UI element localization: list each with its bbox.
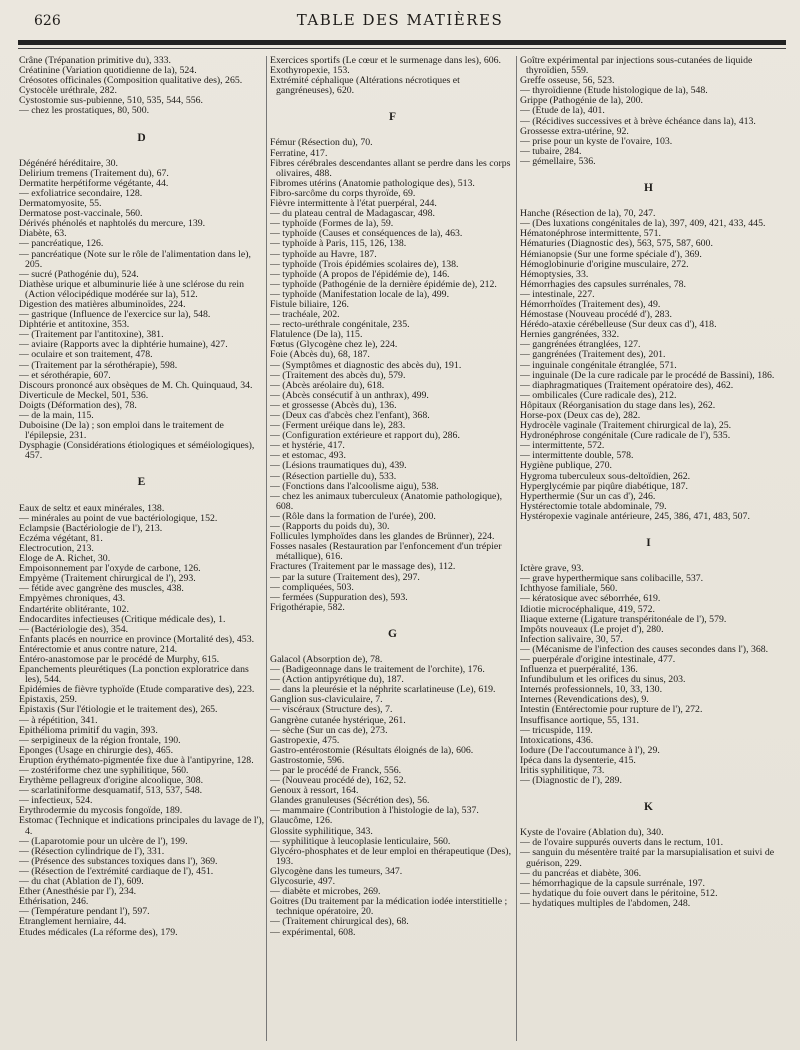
- index-entry: Dermatose post-vaccinale, 560.: [19, 208, 143, 220]
- index-entry: Hémostase (Nouveau procédé d'), 283.: [520, 309, 672, 321]
- index-entry: — hydatique du foie ouvert dans le péritoine, 512.: [520, 887, 718, 899]
- index-entry: Electrocution, 213.: [19, 542, 94, 554]
- page-number: 626: [34, 13, 61, 29]
- index-entry: — tubaire, 284.: [520, 145, 582, 157]
- index-entry: Créosotes officinales (Composition qualitative des), 265.: [19, 75, 243, 87]
- index-entry: Flatulence (De la), 115.: [270, 329, 363, 341]
- index-entry: — fétide avec gangrène des muscles, 438.: [19, 583, 184, 595]
- index-entry: — (Rapports du poids du), 30.: [270, 521, 390, 533]
- index-column-2: [270, 56, 516, 1041]
- index-entry: Epithélioma primitif du vagin, 393.: [19, 724, 158, 736]
- index-entry: — (Traitement chirurgical des), 68.: [270, 916, 409, 928]
- index-entry: Endartérite oblitérante, 102.: [19, 603, 129, 615]
- index-entry: Hydrocèle vaginale (Traitement chirurgical de la), 25.: [520, 420, 732, 432]
- index-entry: Gastro-entérostomie (Résultats éloignés de la), 606.: [270, 744, 474, 756]
- index-entry: — typhoïde au Havre, 187.: [270, 248, 377, 260]
- index-entry: Infundibulum et les orifices du sinus, 203.: [520, 674, 686, 686]
- index-entry: Glycosurie, 497.: [270, 876, 336, 888]
- index-entry: Hernies gangrénées, 332.: [520, 329, 620, 341]
- index-entry: Créatinine (Variation quotidienne de la), 524.: [19, 65, 197, 77]
- index-entry: Erythème pellagreux d'origine alcoolique, 308.: [19, 775, 204, 787]
- index-entry: — fermées (Suppuration des), 593.: [270, 591, 408, 603]
- index-entry: — thyroïdienne (Etude histologique de la), 548.: [520, 85, 708, 97]
- index-entry: Estomac (Technique et indications principales du lavage de l'), 4.: [19, 815, 265, 837]
- index-entry: Iodure (De l'accoutumance à l'), 29.: [520, 744, 660, 756]
- index-entry: Hygiène publique, 270.: [520, 460, 612, 472]
- index-entry: Ipéca dans la dysenterie, 415.: [520, 754, 636, 766]
- index-entry: — intermittente double, 578.: [520, 450, 634, 462]
- index-entry: — (Badigeonnage dans le traitement de l'orchite), 176.: [270, 664, 485, 676]
- index-entry: Frigothérapie, 582.: [270, 601, 345, 613]
- index-entry: Horse-pox (Deux cas de), 282.: [520, 410, 641, 421]
- index-entry: — minérales au point de vue bactériologique, 152.: [19, 512, 218, 524]
- index-entry: Dermatomyosite, 55.: [19, 198, 102, 210]
- index-entry: Follicules lymphoïdes dans les glandes de Brünner), 224.: [270, 531, 495, 543]
- index-entry: Iritis syphilitique, 73.: [520, 765, 605, 776]
- index-entry: Hyperglycémie par piqûre diabétique, 187.: [520, 480, 688, 492]
- index-entry: — (Résection cylindrique de l'), 331.: [19, 845, 165, 857]
- index-entry: — par la suture (Traitement des), 297.: [270, 571, 420, 583]
- index-entry: Iliaque externe (Ligature transpéritonéale de l'), 579.: [520, 613, 727, 625]
- index-entry: Goitres (Du traitement par la médication iodée interstitielle ; technique opératoire, 20.: [270, 896, 508, 918]
- index-entry: Gastrostomie, 596.: [270, 754, 345, 766]
- index-entry: Influenza et puerpéralité, 136.: [520, 664, 638, 676]
- index-entry: — et hystérie, 417.: [270, 440, 345, 452]
- index-entry: Hématonéphrose intermittente, 571.: [520, 228, 661, 240]
- index-entry: Ether (Anesthésie par l'), 234.: [19, 886, 137, 898]
- index-entry: Etudes médicales (La réforme des), 179.: [19, 926, 178, 938]
- column-divider: [266, 56, 267, 1041]
- index-entry: Dysphagie (Considérations étiologiques et séméiologiques), 457.: [19, 440, 255, 462]
- index-entry: — et grossesse (Abcès du), 136.: [270, 399, 397, 411]
- index-entry: — par le procédé de Franck, 556.: [270, 765, 402, 776]
- index-entry: — inguinale (De la cure radicale par le procédé de Bassini), 186.: [520, 369, 775, 381]
- index-entry: — (Abcès aréolaire du), 618.: [270, 379, 385, 391]
- index-entry: — diaphragmatiques (Traitement opératoire des), 462.: [520, 379, 734, 391]
- index-entry: Fractures (Traitement par le massage des), 112.: [270, 561, 456, 573]
- index-entry: Ictère grave, 93.: [520, 563, 584, 575]
- index-entry: Genoux à ressort, 164.: [270, 785, 359, 797]
- index-entry: — compliquées, 503.: [270, 581, 354, 593]
- index-entry: Ferratine, 417.: [270, 147, 328, 159]
- index-entry: — mammaire (Contribution à l'histologie de la), 537.: [270, 805, 479, 817]
- index-entry: — et estomac, 493.: [270, 450, 346, 462]
- index-entry: Grossesse extra-utérine, 92.: [520, 125, 629, 137]
- index-entry: — (Fonctions dans l'alcoolisme aigu), 538.: [270, 480, 439, 492]
- index-entry: — zostériforme chez une syphilitique, 560.: [19, 765, 189, 776]
- index-entry: — exfoliatrice secondaire, 128.: [19, 187, 143, 199]
- index-entry: — typhoïde (A propos de l'épidémie de), 146.: [270, 268, 450, 280]
- section-letter-f: F: [388, 111, 398, 124]
- index-entry: Hématuries (Diagnostic des), 563, 575, 587, 600.: [520, 238, 713, 250]
- index-entry: Glaucôme, 126.: [270, 815, 333, 827]
- index-entry: — intestinale, 227.: [520, 288, 595, 300]
- index-entry: Hémorrhagies des capsules surrénales, 78.: [520, 278, 686, 290]
- index-entry: Discours prononcé aux obsèques de M. Ch. Quinquaud, 34.: [19, 379, 253, 391]
- index-entry: Fosses nasales (Restauration par l'enfoncement d'un trépier métallique), 616.: [270, 541, 502, 563]
- index-entry: — (Récidives successives et à brève échéance dans la), 413.: [520, 115, 756, 127]
- index-entry: Eaux de seltz et eaux minérales, 138.: [19, 502, 165, 514]
- index-entry: — sucré (Pathogénie du), 524.: [19, 268, 139, 280]
- index-entry: — sanguin du mésentère traité par la marsupialisation et suivi de guérison, 229.: [520, 847, 775, 869]
- index-entry: Hystérectomie totale abdominale, 79.: [520, 500, 667, 512]
- index-entry: — (Température pendant l'), 597.: [19, 906, 150, 918]
- index-entry: — de la main, 115.: [19, 410, 94, 421]
- index-entry: Internes (Revendications des), 9.: [520, 694, 649, 706]
- index-entry: Hémorrhoïdes (Traitement des), 49.: [520, 298, 661, 310]
- index-entry: Fibro-sarcôme du corps thyroïde, 69.: [270, 187, 416, 199]
- index-entry: — et sérothérapie, 607.: [19, 369, 111, 381]
- index-entry: — (Présence des substances toxiques dans l'), 369.: [19, 855, 218, 867]
- index-entry: Epistaxis (Sur l'étiologie et le traitement des), 265.: [19, 704, 218, 716]
- index-entry: Extrémité céphalique (Altérations nécrotiques et gangréneuses), 620.: [270, 75, 460, 97]
- index-entry: — (Bactériologie des), 354.: [19, 623, 129, 635]
- index-entry: Fièvre intermittente à l'état puerpéral, 244.: [270, 198, 437, 210]
- index-entry: — tricuspide, 119.: [520, 724, 593, 736]
- index-entry: Idiotie microcéphalique, 419, 572.: [520, 603, 655, 615]
- section-letter-d: D: [137, 131, 147, 144]
- index-entry: — du pancréas et diabète, 306.: [520, 867, 642, 879]
- index-entry: Glossite syphilitique, 343.: [270, 825, 373, 837]
- index-entry: Ethérisation, 246.: [19, 896, 89, 908]
- index-entry: Cystocèle uréthrale, 282.: [19, 85, 117, 97]
- index-entry: — scarlatiniforme desquamatif, 513, 537, 548.: [19, 785, 203, 797]
- index-entry: — syphilitique à leucoplasie lenticulaire, 560.: [270, 835, 451, 847]
- index-entry: Ichthyose familiale, 560.: [520, 583, 618, 595]
- index-entry: — à répétition, 341.: [19, 714, 98, 726]
- index-entry: — inguinale congénitale étranglée, 571.: [520, 359, 677, 371]
- index-entry: Crâne (Trépanation primitive du), 333.: [19, 56, 172, 66]
- index-entry: Diverticule de Meckel, 501, 536.: [19, 389, 149, 401]
- index-entry: Infection salivaire, 30, 57.: [520, 633, 623, 645]
- index-entry: — gémellaire, 536.: [520, 155, 596, 167]
- index-entry: — pancréatique (Note sur le rôle de l'alimentation dans le), 205.: [19, 248, 251, 270]
- section-letter-h: H: [644, 182, 654, 195]
- index-entry: Cystostomie sus-pubienne, 510, 535, 544, 556.: [19, 95, 203, 107]
- section-letter-g: G: [388, 627, 398, 640]
- index-entry: — ombilicales (Cure radicale des), 212.: [520, 389, 677, 401]
- index-entry: — (Mécanisme de l'infection des causes secondes dans l'), 368.: [520, 643, 769, 655]
- index-entry: — (Configuration extérieure et rapport du), 286.: [270, 430, 460, 442]
- index-entry: Epanchements pleurétiques (La ponction exploratrice dans les), 544.: [19, 664, 249, 686]
- index-entry: Erythrodermie du mycosis fongoïde, 189.: [19, 805, 183, 817]
- index-entry: Entéro-anastomose par le procédé de Murphy, 615.: [19, 653, 220, 665]
- index-entry: Epistaxis, 259.: [19, 694, 77, 706]
- index-entry: Fémur (Résection du), 70.: [270, 137, 373, 149]
- index-entry: — du chat (Ablation de l'), 609.: [19, 876, 144, 888]
- index-entry: Hydronéphrose congénitale (Cure radicale de l'), 535.: [520, 430, 731, 442]
- index-entry: — oculaire et son traitement, 478.: [19, 349, 153, 361]
- index-entry: — viscéraux (Structure des), 7.: [270, 704, 393, 716]
- index-entry: — typhoïde (Causes et conséquences de la), 463.: [270, 228, 463, 240]
- index-entry: — recto-uréthrale congénitale, 235.: [270, 319, 410, 331]
- index-entry: — du plateau central de Madagascar, 498.: [270, 208, 435, 220]
- index-entry: Eponges (Usage en chirurgie des), 465.: [19, 744, 174, 756]
- section-letter-e: E: [137, 476, 147, 489]
- index-entry: Glycéro-phosphates et de leur emploi en thérapeutique (Des), 193.: [270, 845, 512, 867]
- index-entry: Hérédo-ataxie cérébelleuse (Sur deux cas d'), 418.: [520, 319, 717, 331]
- index-entry: Ganglion sus-claviculaire, 7.: [270, 694, 383, 706]
- index-entry: — (Lésions traumatiques du), 439.: [270, 460, 407, 472]
- index-entry: Fistule biliaire, 126.: [270, 298, 349, 310]
- index-entry: — (Abcès consécutif à un anthrax), 499.: [270, 389, 429, 401]
- index-entry: Diphtérie et antitoxine, 353.: [19, 319, 130, 331]
- index-entry: — dans la pleurésie et la néphrite scarlatineuse (Le), 619.: [270, 684, 496, 696]
- index-entry: — (Laparotomie pour un ulcère de l'), 199.: [19, 835, 188, 847]
- index-entry: Empoisonnement par l'oxyde de carbone, 126.: [19, 563, 201, 575]
- index-entry: Empyème (Traitement chirurgical de l'), 293.: [19, 573, 196, 585]
- index-entry: — typhoïde (Pathogénie de la dernière épidémie de), 212.: [270, 278, 497, 290]
- index-entry: Grippe (Pathogénie de la), 200.: [520, 95, 643, 107]
- index-entry: — (Ferment uréique dans le), 283.: [270, 420, 406, 432]
- index-entry: — (Nouveau procédé de), 162, 52.: [270, 775, 407, 787]
- index-entry: Delirium tremens (Traitement du), 67.: [19, 167, 169, 179]
- index-entry: Hôpitaux (Réorganisation du stage dans les), 262.: [520, 399, 716, 411]
- index-entry: — intermittente, 572.: [520, 440, 605, 452]
- index-column-1: [19, 56, 265, 1041]
- index-entry: Doigts (Déformation des), 78.: [19, 399, 137, 411]
- index-entry: — gangrénées (Traitement des), 201.: [520, 349, 666, 361]
- index-entry: Exercices sportifs (Le cœur et le surmenage dans les), 606.: [270, 56, 501, 66]
- index-entry: Galacol (Absorption de), 78.: [270, 653, 383, 665]
- index-entry: Entérectomie et anus contre nature, 214.: [19, 643, 178, 655]
- section-letter-i: I: [646, 537, 652, 550]
- index-entry: — sèche (Sur un cas de), 273.: [270, 724, 388, 736]
- index-entry: — (Diagnostic de l'), 289.: [520, 775, 622, 787]
- index-entry: — (Des luxations congénitales de la), 397, 409, 421, 433, 445.: [520, 218, 766, 230]
- index-entry: Internés professionnels, 10, 33, 130.: [520, 684, 663, 696]
- index-entry: Gangrène cutanée hystérique, 261.: [270, 714, 406, 726]
- index-entry: Intoxications, 436.: [520, 734, 594, 746]
- index-entry: — infectieux, 524.: [19, 795, 93, 807]
- index-entry: Etranglement herniaire, 44.: [19, 916, 127, 928]
- index-entry: — hydatiques multiples de l'abdomen, 248.: [520, 897, 691, 909]
- index-entry: — diabète et microbes, 269.: [270, 886, 381, 898]
- index-entry: — puerpérale d'origine intestinale, 477.: [520, 653, 676, 665]
- index-entry: — typhoïde (Manifestation locale de la), 499.: [270, 288, 450, 300]
- index-entry: Insuffisance aortique, 55, 131.: [520, 714, 639, 726]
- index-entry: — pancréatique, 126.: [19, 238, 104, 250]
- index-entry: — (Rôle dans la formation de l'urée), 200.: [270, 510, 436, 522]
- index-entry: — prise pour un kyste de l'ovaire, 103.: [520, 135, 673, 147]
- index-entry: Hyperthermie (Sur un cas d'), 246.: [520, 490, 656, 502]
- index-entry: Gastropexie, 475.: [270, 734, 340, 746]
- index-entry: — hémorrhagique de la capsule surrénale, 197.: [520, 877, 705, 889]
- index-entry: Exothyropexie, 153.: [270, 65, 350, 77]
- index-entry: — grave hyperthermique sans colibacille, 537.: [520, 573, 704, 585]
- index-entry: — (Traitement des abcès du), 579.: [270, 369, 406, 381]
- index-entry: Eloge de A. Richet, 30.: [19, 553, 111, 565]
- index-entry: Epidémies de fièvre typhoïde (Etude comparative des), 223.: [19, 684, 255, 696]
- index-entry: — (Symptômes et diagnostic des abcès du), 191.: [270, 359, 462, 371]
- index-entry: Glycogène dans les tumeurs, 347.: [270, 865, 403, 877]
- index-entry: — expérimental, 608.: [270, 926, 356, 938]
- index-entry: Empyèmes chroniques, 43.: [19, 593, 126, 605]
- index-entry: — aviaire (Rapports avec la diphtérie humaine), 427.: [19, 339, 228, 351]
- index-entry: Hygroma tuberculeux sous-deltoïdien, 262.: [520, 470, 691, 482]
- index-entry: — typhoïde (Formes de la), 59.: [270, 218, 394, 230]
- index-entry: Goître expérimental par injections sous-cutanées de liquide thyroïdien, 559.: [520, 56, 753, 77]
- index-entry: — trachéale, 202.: [270, 309, 340, 321]
- index-entry: — (Deux cas d'abcès chez l'enfant), 368.: [270, 410, 430, 421]
- index-entry: Kyste de l'ovaire (Ablation du), 340.: [520, 827, 664, 839]
- index-entry: — chez les prostatiques, 80, 500.: [19, 105, 150, 117]
- index-entry: Greffe osseuse, 56, 523.: [520, 75, 615, 87]
- index-entry: — gangrénées étranglées, 127.: [520, 339, 641, 351]
- index-entry: Enfants placés en nourrice en province (Mortalité des), 453.: [19, 633, 255, 645]
- index-entry: Fibres cérébrales descendantes allant se perdre dans les corps olivaires, 488.: [270, 157, 511, 179]
- index-entry: Dérivés phénolés et naphtolés du mercure, 139.: [19, 218, 206, 230]
- index-entry: — typhoïde à Paris, 115, 126, 138.: [270, 238, 407, 250]
- index-entry: Endocardites infectieuses (Critique médicale des), 1.: [19, 613, 226, 625]
- column-divider: [516, 56, 517, 1041]
- index-entry: — (Résection partielle du), 533.: [270, 470, 397, 482]
- index-entry: Hémoptysies, 33.: [520, 268, 589, 280]
- index-entry: Foie (Abcès du), 68, 187.: [270, 349, 370, 361]
- index-entry: Hémoglobinurie d'origine musculaire, 272.: [520, 258, 689, 270]
- index-entry: — (Résection de l'extrémité cardiaque de l'), 451.: [19, 865, 214, 877]
- index-entry: Hystéropexie vaginale antérieure, 245, 386, 471, 483, 507.: [520, 510, 750, 522]
- index-entry: — chez les animaux tuberculeux (Anatomie pathologique), 608.: [270, 490, 503, 512]
- index-entry: Fibromes utérins (Anatomie pathologique des), 513.: [270, 177, 475, 189]
- header-rule-thick: [18, 40, 786, 45]
- index-entry: — (Action antipyrétique du), 187.: [270, 674, 404, 686]
- index-column-3: [520, 56, 778, 1041]
- index-entry: Diabète, 63.: [19, 228, 67, 240]
- index-entry: — gastrique (Influence de l'exercice sur la), 548.: [19, 309, 211, 321]
- index-entry: Hanche (Résection de la), 70, 247.: [520, 208, 656, 220]
- running-title: TABLE DES MATIÈRES: [296, 11, 504, 29]
- index-entry: Eczéma végétant, 81.: [19, 532, 103, 544]
- index-entry: Intestin (Entérectomie pour rupture de l'), 272.: [520, 704, 703, 716]
- index-entry: Eruption érythémato-pigmentée fixe due à l'antipyrine, 128.: [19, 754, 254, 766]
- header-rule-thin: [18, 48, 786, 49]
- index-entry: Digestion des matières albuminoïdes, 224.: [19, 298, 186, 310]
- index-entry: Fœtus (Glycogène chez le), 224.: [270, 339, 398, 351]
- index-entry: — typhoïde (Trois épidémies scolaires de), 138.: [270, 258, 459, 270]
- index-entry: Impôts nouveaux (Le projet d'), 280.: [520, 623, 664, 635]
- index-entry: — (Traitement par l'antitoxine), 381.: [19, 329, 164, 341]
- index-entry: Hémianopsie (Sur une forme spéciale d'), 369.: [520, 248, 702, 260]
- index-entry: Duboisine (De la) ; son emploi dans le traitement de l'épilepsie, 231.: [19, 420, 224, 442]
- index-entry: — (Traitement par la sérothérapie), 598.: [19, 359, 178, 371]
- index-entry: — (Etude de la), 401.: [520, 105, 605, 117]
- index-entry: Diathèse urique et albuminurie liée à une sclérose du rein (Action vélocipédique modérée sur la), 512.: [19, 278, 244, 300]
- running-header: [20, 10, 780, 36]
- index-entry: — de l'ovaire suppurés ouverts dans le rectum, 101.: [520, 837, 724, 849]
- index-entry: Dermatite herpétiforme végétante, 44.: [19, 177, 169, 189]
- index-entry: Glandes granuleuses (Sécrétion des), 56.: [270, 795, 430, 807]
- index-entry: — kératosique avec séborrhée, 619.: [520, 593, 661, 605]
- section-letter-k: K: [644, 801, 654, 814]
- index-entry: Dégénéré héréditaire, 30.: [19, 157, 119, 169]
- index-entry: — serpigineux de la région frontale, 190.: [19, 734, 181, 746]
- index-entry: Eclampsie (Bactériologie de l'), 213.: [19, 522, 163, 534]
